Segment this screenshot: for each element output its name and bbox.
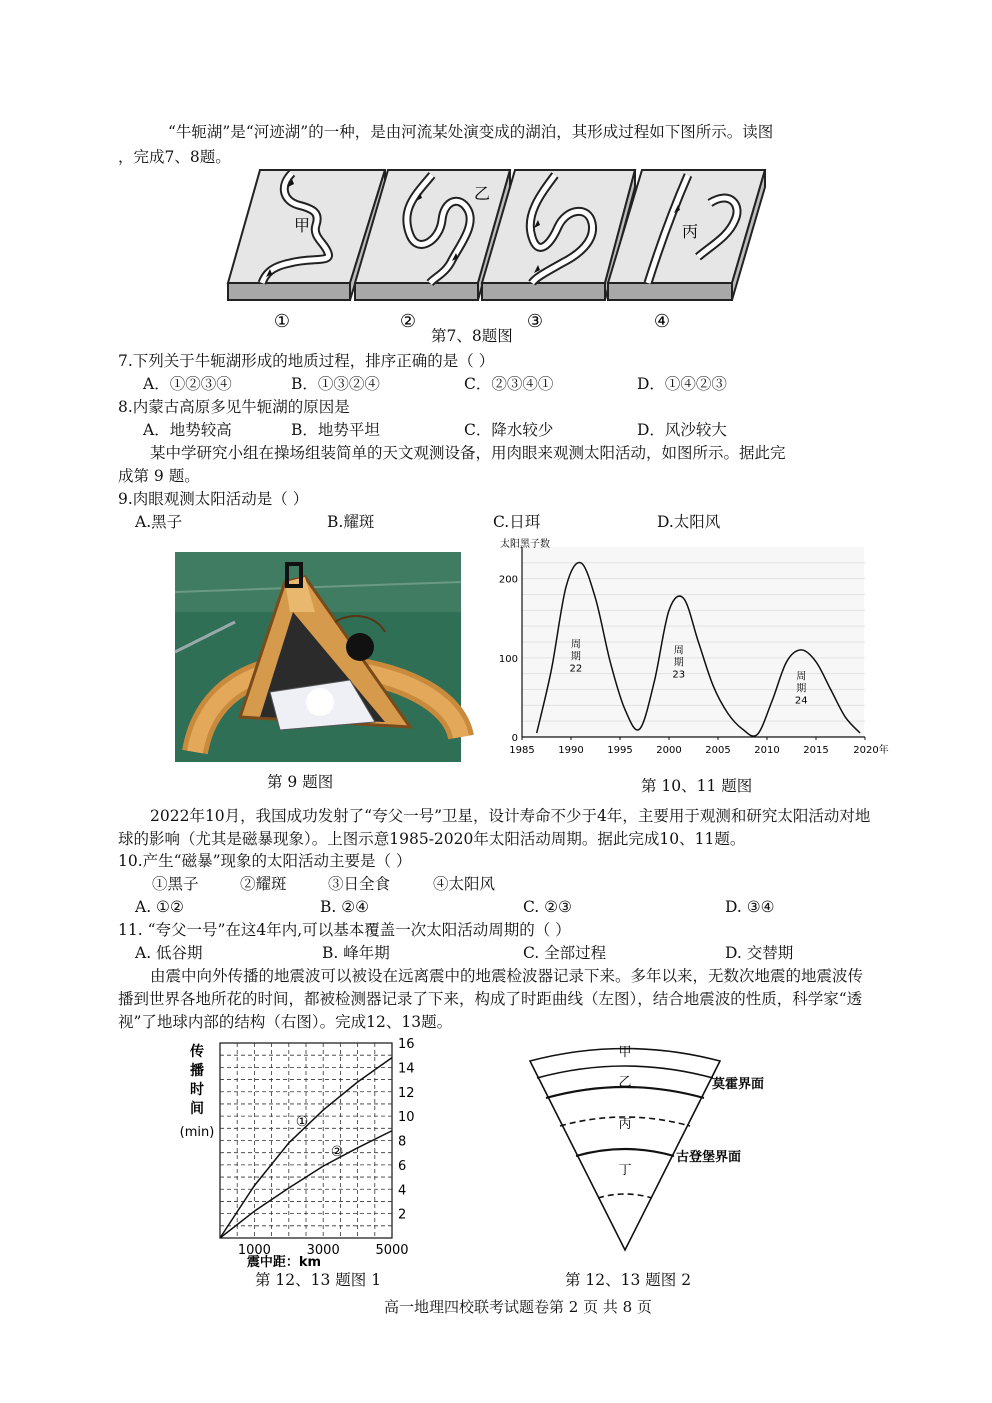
tt-x-tick-label: 3000 (306, 1243, 340, 1258)
layer-ding: 丁 (618, 1163, 632, 1178)
x-tick-label: 2020年 (853, 745, 889, 756)
q7-option-d: D．①④②③ (637, 375, 727, 393)
cycle-label-3: 周 (796, 671, 807, 683)
curve-label-1: ① (295, 1114, 309, 1130)
q9-option-c: C.日珥 (493, 513, 541, 531)
step-4: ④ (653, 311, 671, 332)
q8-option-c: C．降水较少 (464, 421, 554, 439)
tt-y-tick-label: 4 (398, 1183, 407, 1199)
tt-x-tick-label: 5000 (375, 1243, 409, 1258)
q10-option-d: D. ③④ (725, 898, 775, 916)
travel-time-chart (172, 1038, 422, 1273)
layer-bing: 丙 (618, 1117, 632, 1132)
sunspot-chart (497, 537, 889, 762)
cycle-label-1: 期 (570, 651, 581, 663)
x-tick-label: 2000 (656, 745, 682, 756)
label-yi: 乙 (473, 184, 491, 203)
step-1: ① (273, 311, 291, 332)
tt-y-tick-label: 10 (398, 1110, 415, 1126)
oxbow-lake-figure (220, 165, 780, 340)
x-tick-label: 2005 (705, 745, 731, 756)
q11-stem: 11. “夸父一号”在这4年内,可以基本覆盖一次太阳活动周期的（ ） (118, 921, 571, 939)
tt-y-tick-label: 12 (398, 1085, 415, 1101)
q11-option-a: A. 低谷期 (135, 944, 203, 962)
y-tick-label: 200 (498, 574, 518, 586)
q10-option-c: C. ②③ (523, 898, 572, 916)
q8-option-a: A．地势较高 (143, 421, 232, 439)
q10-item-4: ④太阳风 (433, 875, 496, 893)
y-axis-label: 太阳黑子数 (500, 539, 550, 550)
cycle-label-2: 期 (673, 657, 684, 669)
intro-9-line1: 某中学研究小组在操场组装简单的天文观测设备，用肉眼来观测太阳活动，如图所示。据此完 (150, 444, 786, 462)
svg-text:播: 播 (190, 1063, 204, 1079)
svg-text:时: 时 (190, 1082, 204, 1098)
cycle-label-2: 周 (673, 645, 684, 657)
q9-option-a: A.黑子 (135, 513, 183, 531)
q7-option-c: C．②③④① (464, 375, 554, 393)
q8-stem: 8.内蒙古高原多见牛轭湖的原因是 (118, 398, 350, 416)
tt-y-tick-label: 2 (398, 1207, 407, 1223)
cycle-label-1: 周 (570, 639, 581, 651)
q11-option-d: D. 交替期 (725, 944, 794, 962)
x-tick-label: 1995 (607, 745, 633, 756)
moho-label: 莫霍界面 (712, 1077, 765, 1092)
page-footer: 高一地理四校联考试题卷第 2 页 共 8 页 (384, 1298, 652, 1316)
x-tick-label: 2010 (754, 745, 780, 756)
q10-stem: 10.产生“磁暴”现象的太阳活动主要是（ ） (118, 852, 412, 870)
fig-10-11-caption: 第 10、11 题图 (641, 777, 753, 795)
q10-item-3: ③日全食 (328, 875, 391, 893)
tt-y-tick-label: 8 (398, 1134, 407, 1150)
intro-12-13: 由震中向外传播的地震波可以被设在远离震中的地震检波器记录下来。多年以来，无数次地震的地震波传播到世界各地所花的时间，都被检测器记录了下来，构成了时距曲线（左图），结合地震波的性质，科学家“透视”了地球内部的结构（右图）。完成12、13题。 (118, 967, 864, 1031)
curve-label-2: ② (330, 1144, 344, 1160)
cycle-label-3: 期 (796, 683, 807, 695)
fig-12-13-2-caption: 第 12、13 题图 2 (565, 1271, 692, 1289)
q10-item-1: ①黑子 (152, 875, 199, 893)
x-tick-label: 2015 (803, 745, 829, 756)
y-tick-label: 0 (511, 733, 518, 744)
q7-option-a: A．①②③④ (143, 375, 232, 393)
tt-curve-1 (220, 1058, 392, 1238)
earth-interior-wedge (520, 1038, 790, 1258)
layer-jia: 甲 (618, 1045, 632, 1060)
x-tick-label: 1985 (509, 745, 535, 756)
step-2: ② (399, 311, 417, 332)
q9-option-d: D.太阳风 (657, 513, 721, 531)
tt-xlabel: 震中距：km (246, 1255, 322, 1270)
svg-text:传: 传 (190, 1044, 204, 1060)
tt-x-tick-label: 1000 (237, 1243, 271, 1258)
intro-7-8-line1: “牛轭湖”是“河迹湖”的一种，是由河流某处演变成的湖泊，其形成过程如下图所示。读图 (168, 123, 774, 141)
gutenberg-label: 古登堡界面 (676, 1150, 742, 1165)
tt-ylabel (180, 1043, 215, 1140)
fig-12-13-1-caption: 第 12、13 题图 1 (255, 1271, 382, 1289)
svg-text:(min): (min) (179, 1125, 215, 1140)
q8-option-b: B．地势平坦 (291, 421, 380, 439)
cycle-label-3: 24 (794, 695, 808, 707)
x-tick-label: 1990 (558, 745, 584, 756)
intro-10-11: 2022年10月，我国成功发射了“夸父一号”卫星，设计寿命不少于4年，主要用于观测和研究太阳活动对地球的影响（尤其是磁暴现象）。上图示意1985-2020年太阳活动周期。据此完成10、11题。 (118, 807, 871, 848)
fig-7-8-caption: 第7、8题图 (431, 327, 513, 345)
fig-9-caption: 第 9 题图 (267, 773, 334, 791)
q10-option-a: A. ①② (135, 898, 184, 916)
q7-stem: 7.下列关于牛轭湖形成的地质过程，排序正确的是（ ） (118, 352, 495, 370)
layer-yi: 乙 (618, 1075, 632, 1090)
y-tick-label: 100 (498, 653, 518, 665)
step-3: ③ (526, 311, 544, 332)
q9-stem: 9.肉眼观测太阳活动是（ ） (118, 490, 309, 508)
tt-y-tick-label: 6 (398, 1158, 407, 1174)
tt-y-tick-label: 14 (398, 1061, 415, 1077)
q10-item-2: ②耀斑 (240, 875, 287, 893)
solar-viewer-photo (175, 552, 461, 762)
q8-option-d: D．风沙较大 (637, 421, 727, 439)
tt-y-tick-label: 16 (398, 1037, 415, 1052)
q11-option-c: C. 全部过程 (523, 944, 607, 962)
svg-text:间: 间 (190, 1101, 204, 1117)
label-jia: 甲 (293, 216, 311, 235)
q7-option-b: B．①③②④ (291, 375, 380, 393)
q11-option-b: B. 峰年期 (322, 944, 390, 962)
intro-9-line2: 成第 9 题。 (118, 467, 200, 485)
cycle-label-2: 23 (672, 669, 686, 681)
intro-7-8-line2: ，完成7、8题。 (118, 148, 231, 166)
q10-option-b: B. ②④ (320, 898, 370, 916)
cycle-label-1: 22 (569, 663, 583, 675)
q9-option-b: B.耀斑 (327, 513, 375, 531)
label-bing: 丙 (681, 222, 699, 241)
